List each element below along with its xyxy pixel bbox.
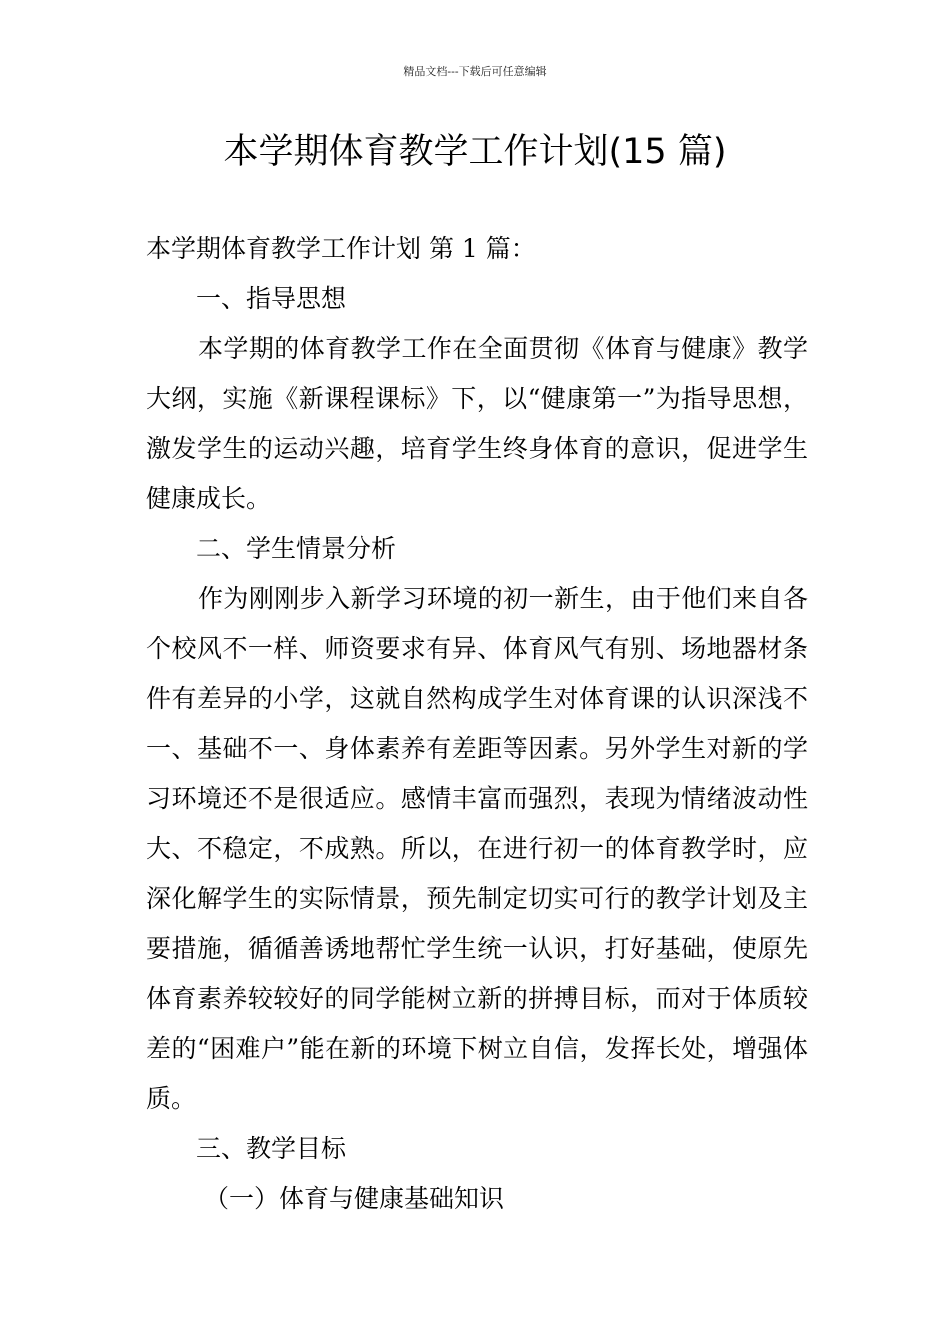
section-heading-guiding-ideology: 一、指导思想: [196, 284, 347, 313]
header-note: 精品文档---下载后可任意编辑: [403, 65, 547, 78]
document-body: [146, 224, 808, 1224]
subsection-heading-basic-knowledge: （一）体育与健康基础知识: [204, 1184, 505, 1213]
section-paragraph-student-analysis: 作为刚刚步入新学习环境的初一新生，由于他们来自各个校风不一样、师资要求有异、体育风气有别、场地器材条件有差异的小学，这就自然构成学生对体育课的认识深浅不一、基础不一、身体素养有差距等因素。另外学生对新的学习环境还不是很适应。感情丰富而强烈，表现为情绪波动性大、不稳定，不成熟。所以，在进行初一的体育教学时，应深化解学生的实际情景，预先制定切实可行的教学计划及主要措施，循循善诱地帮忙学生统一认识，打好基础，使原先体育素养较较好的同学能树立新的拼搏目标，而对于体质较差的“困难户”能在新的环境下树立自信，发挥长处，增强体质。: [146, 584, 808, 1113]
section-heading-teaching-goals: 三、教学目标: [196, 1134, 347, 1163]
section-paragraph-guiding-ideology: 本学期的体育教学工作在全面贯彻《体育与健康》教学大纲，实施《新课程课标》下，以“健康第一”为指导思想，激发学生的运动兴趣，培育学生终身体育的意识，促进学生健康成长。: [146, 334, 808, 513]
document-title: 本学期体育教学工作计划(15 篇): [223, 132, 727, 172]
section-heading-student-analysis: 二、学生情景分析: [196, 534, 397, 563]
intro-line: 本学期体育教学工作计划 第 1 篇：: [146, 234, 536, 263]
